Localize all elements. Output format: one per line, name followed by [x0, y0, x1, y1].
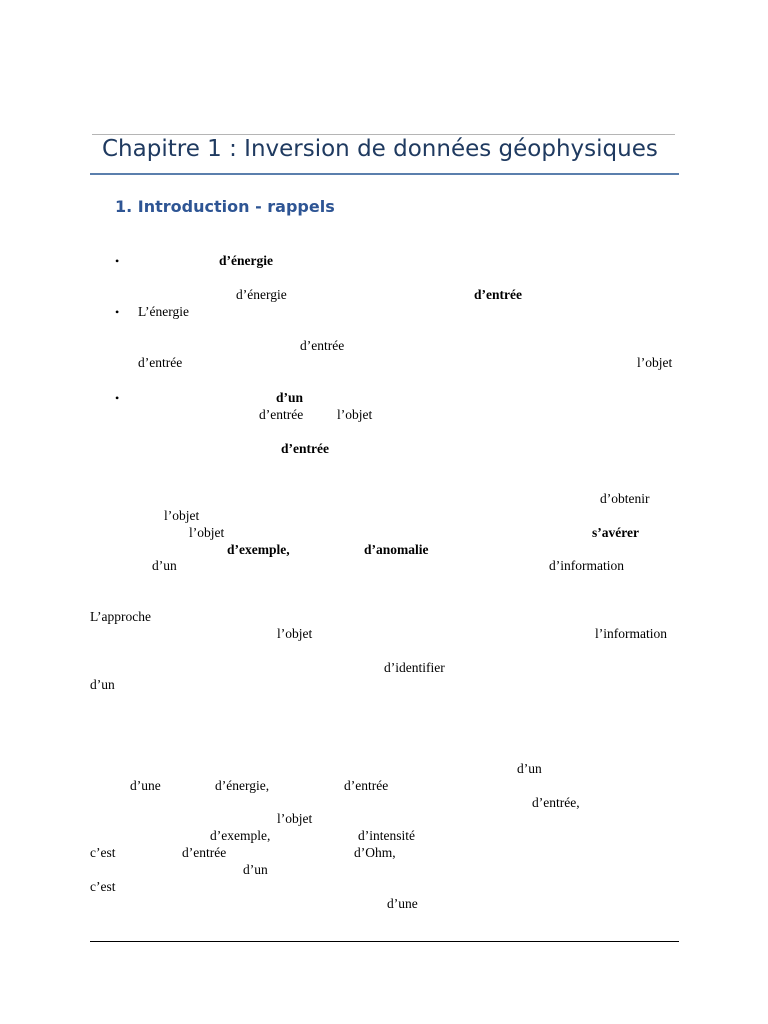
text-fragment: d’intensité [358, 828, 415, 843]
chapter-title: Chapitre 1 : Inversion de données géophysiques [102, 136, 658, 162]
text-fragment: d’entrée [474, 287, 522, 302]
text-fragment: d’entrée [281, 441, 329, 456]
text-fragment: l’objet [277, 811, 313, 826]
text-fragment: d’une [387, 896, 418, 911]
text-fragment: d’information [549, 558, 624, 573]
title-underline [90, 173, 679, 175]
text-fragment: l’objet [337, 407, 373, 422]
text-fragment: d’anomalie [364, 542, 429, 557]
top-rule [92, 134, 675, 135]
text-fragment: d’obtenir [600, 491, 650, 506]
text-fragment: d’un [243, 862, 268, 877]
text-fragment: d’Ohm, [354, 845, 396, 860]
text-fragment: L’approche [90, 609, 151, 624]
text-fragment: l’objet [277, 626, 313, 641]
text-fragment: d’énergie [236, 287, 287, 302]
section-heading: 1. Introduction - rappels [115, 197, 335, 216]
text-fragment: l’objet [189, 525, 225, 540]
text-fragment: d’une [130, 778, 161, 793]
text-fragment: c’est [90, 879, 116, 894]
text-fragment: d’entrée [138, 355, 183, 370]
text-fragment: d’un [276, 390, 304, 405]
text-fragment: d’entrée [300, 338, 345, 353]
bullet-2: • [115, 305, 120, 319]
text-fragment: d’un [90, 677, 115, 692]
text-fragment: l’information [595, 626, 667, 641]
footer-rule [90, 941, 679, 942]
bullet-1: • [115, 254, 120, 268]
text-fragment: l’objet [164, 508, 200, 523]
text-fragment: s’avérer [592, 525, 639, 540]
text-fragment: d’énergie, [215, 778, 270, 793]
text-fragment: d’exemple, [227, 542, 290, 557]
text-fragment: c’est [90, 845, 116, 860]
text-fragment: L’énergie [138, 304, 189, 319]
text-fragment: d’entrée [259, 407, 304, 422]
text-fragment: d’énergie [219, 253, 273, 268]
text-fragment: d’un [517, 761, 542, 776]
text-fragment: d’exemple, [210, 828, 271, 843]
text-fragment: d’un [152, 558, 177, 573]
text-fragment: d’entrée [344, 778, 389, 793]
text-fragment: d’entrée, [532, 795, 580, 810]
text-fragment: l’objet [637, 355, 673, 370]
bullet-3: • [115, 391, 120, 405]
text-fragment: d’entrée [182, 845, 227, 860]
text-fragment: d’identifier [384, 660, 445, 675]
